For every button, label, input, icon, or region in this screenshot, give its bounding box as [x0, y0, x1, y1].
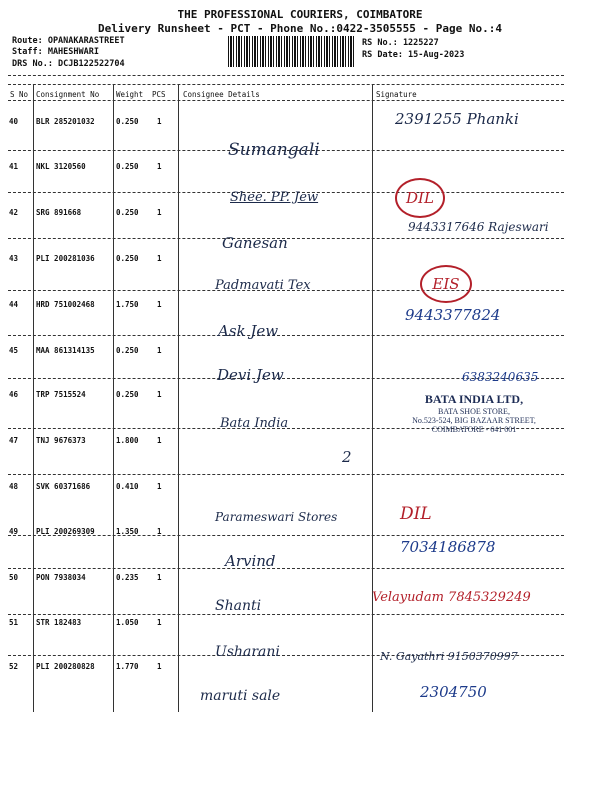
column-divider	[178, 84, 179, 712]
row-consignee: Devi Jew	[217, 366, 284, 384]
row-sno: 42	[9, 208, 19, 217]
row-weight: 1.050	[116, 618, 139, 627]
row-pcs: 1	[157, 346, 162, 355]
row-consignee: maruti sale	[200, 688, 281, 704]
row-pcs: 1	[157, 117, 162, 126]
row-consignment: TNJ 9676373	[36, 436, 86, 445]
row-consignment: SRG 891668	[36, 208, 82, 217]
column-divider	[33, 84, 34, 712]
stamp-line: BATA SHOE STORE,	[438, 407, 510, 416]
row-divider	[8, 568, 564, 569]
column-divider	[372, 84, 373, 712]
row-weight: 0.410	[116, 482, 139, 491]
company-title: THE PROFESSIONAL COURIERS, COIMBATORE	[177, 8, 423, 21]
row-consignee: Ganesan	[222, 234, 288, 252]
row-signature: 2391255 Phanki	[395, 110, 519, 128]
row-signature: Velayudam 7845329249	[372, 590, 531, 605]
row-pcs: 1	[157, 390, 162, 399]
rs-date: RS Date: 15-Aug-2023	[362, 50, 465, 60]
company-stamp	[388, 392, 560, 434]
column-header-pcs: PCS	[152, 90, 166, 99]
row-consignment: SVK 60371686	[36, 482, 91, 491]
staff-label: Staff: MAHESHWARI	[12, 47, 99, 57]
row-consignee: Shee. PP. Jew	[230, 190, 319, 205]
runsheet-subtitle: Delivery Runsheet - PCT - Phone No.:0422-3505555 - Page No.:4	[98, 22, 502, 35]
row-consignment: TRP 7515524	[36, 390, 86, 399]
row-consignee: Padmavati Tex	[215, 278, 311, 293]
row-consignment: BLR 285201032	[36, 117, 95, 126]
row-pcs: 1	[157, 527, 162, 536]
row-signature: N. Gayathri 9150370997	[380, 650, 518, 663]
row-signature: 7034186878	[400, 538, 496, 556]
row-weight: 1.350	[116, 527, 139, 536]
column-header-sno: S No	[10, 90, 29, 99]
row-sno: 41	[9, 162, 19, 171]
row-sno: 50	[9, 573, 19, 582]
row-weight: 0.250	[116, 117, 139, 126]
stamp-line: No.523-524, BIG BAZAAR STREET,	[412, 416, 536, 425]
header-divider	[8, 100, 564, 101]
row-sno: 46	[9, 390, 19, 399]
row-consignee: 2	[342, 448, 352, 466]
row-pcs: 1	[157, 162, 162, 171]
row-weight: 1.750	[116, 300, 139, 309]
barcode-image	[228, 36, 356, 67]
row-signature: 9443377824	[405, 306, 501, 324]
column-header-consignment: Consignment No	[36, 90, 100, 99]
row-sno: 49	[9, 527, 19, 536]
column-divider	[113, 84, 114, 712]
row-weight: 0.250	[116, 254, 139, 263]
column-header-consignee: Consignee Details	[183, 90, 260, 99]
row-consignment: PLI 200269309	[36, 527, 95, 536]
row-signature: EIS	[420, 265, 472, 303]
row-pcs: 1	[157, 436, 162, 445]
row-signature: 6383240635	[462, 370, 539, 384]
row-consignment: PON 7938034	[36, 573, 86, 582]
row-weight: 0.235	[116, 573, 139, 582]
row-consignee: Ask Jew	[218, 322, 279, 340]
column-header-signature: Signature	[376, 90, 417, 99]
row-signature: DIL	[395, 178, 445, 218]
row-signature: 2304750	[420, 683, 487, 701]
row-consignee: Sumangali	[228, 140, 320, 160]
row-pcs: 1	[157, 573, 162, 582]
row-weight: 0.250	[116, 208, 139, 217]
row-signature: 9443317646 Rajeswari	[408, 220, 549, 234]
row-weight: 1.770	[116, 662, 139, 671]
row-sno: 43	[9, 254, 19, 263]
row-sno: 44	[9, 300, 19, 309]
row-sno: 48	[9, 482, 19, 491]
header-divider	[8, 75, 564, 76]
row-consignee: Bata India	[220, 416, 289, 431]
row-consignment: MAA 861314135	[36, 346, 95, 355]
row-sno: 52	[9, 662, 19, 671]
row-sno: 47	[9, 436, 19, 445]
row-consignee: Shanti	[215, 598, 262, 614]
header-divider	[8, 84, 564, 85]
row-pcs: 1	[157, 662, 162, 671]
row-pcs: 1	[157, 618, 162, 627]
row-weight: 0.250	[116, 162, 139, 171]
row-consignee: Arvind	[225, 552, 276, 570]
drs-number: DRS No.: DCJB122522704	[12, 59, 125, 69]
row-pcs: 1	[157, 300, 162, 309]
row-consignee: Usharani	[215, 644, 280, 660]
row-pcs: 1	[157, 254, 162, 263]
row-sno: 40	[9, 117, 19, 126]
row-consignment: STR 182483	[36, 618, 82, 627]
stamp-name: BATA INDIA LTD,	[424, 392, 524, 406]
column-header-weight: Weight	[116, 90, 144, 99]
row-signature: DIL	[400, 504, 432, 524]
stamp-line: COIMBATORE - 641 001	[431, 425, 517, 434]
row-weight: 1.800	[116, 436, 139, 445]
row-consignment: PLI 200281036	[36, 254, 95, 263]
row-divider	[8, 474, 564, 475]
row-sno: 51	[9, 618, 19, 627]
row-consignment: HRD 751002468	[36, 300, 95, 309]
row-consignment: PLI 200280828	[36, 662, 95, 671]
row-sno: 45	[9, 346, 19, 355]
row-divider	[8, 335, 564, 336]
row-pcs: 1	[157, 208, 162, 217]
row-weight: 0.250	[116, 390, 139, 399]
row-weight: 0.250	[116, 346, 139, 355]
row-consignment: NKL 3120560	[36, 162, 86, 171]
row-divider	[8, 614, 564, 615]
row-pcs: 1	[157, 482, 162, 491]
row-consignee: Parameswari Stores	[215, 510, 338, 524]
route-label: Route: OPANAKARASTREET	[12, 36, 125, 46]
rs-number: RS No.: 1225227	[362, 38, 439, 48]
